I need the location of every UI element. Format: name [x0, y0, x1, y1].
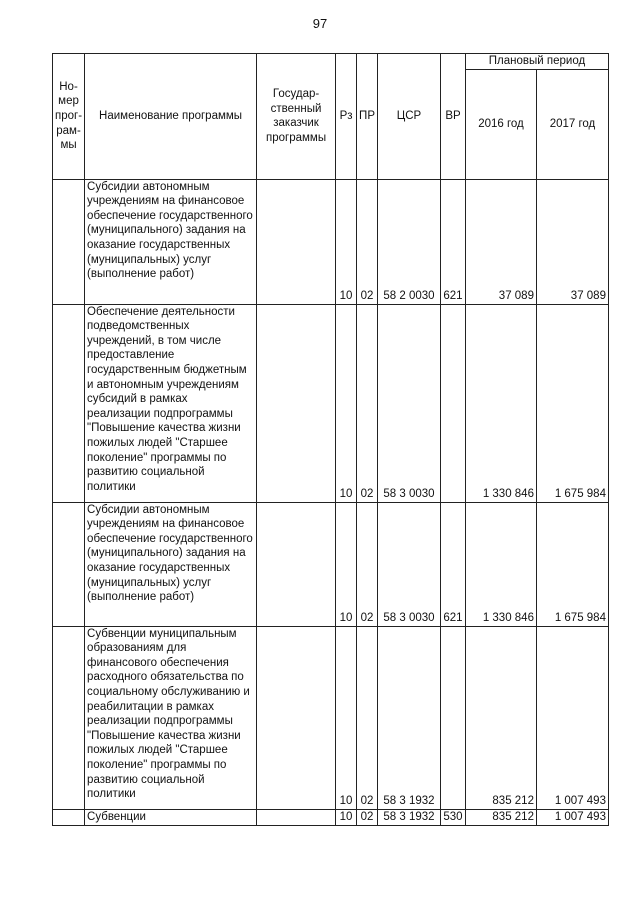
- cell-2016: 37 089: [465, 179, 536, 304]
- header-rz: Рз: [336, 54, 357, 180]
- cell-rz: 10: [336, 502, 357, 626]
- cell-csr: 58 3 0030: [377, 502, 440, 626]
- table-row: [53, 502, 609, 626]
- cell-csr: 58 3 0030: [377, 304, 440, 502]
- cell-pr: 02: [357, 502, 378, 626]
- table-row: [53, 626, 609, 809]
- cell-2017: 1 007 493: [536, 626, 608, 809]
- cell-customer: [257, 809, 336, 825]
- cell-customer: [257, 179, 336, 304]
- cell-2016: 835 212: [465, 809, 536, 825]
- cell-customer: [257, 626, 336, 809]
- cell-csr: 58 3 1932: [377, 809, 440, 825]
- cell-vr: 621: [440, 502, 465, 626]
- cell-rz: 10: [336, 809, 357, 825]
- cell-number: [53, 179, 85, 304]
- cell-number: [53, 626, 85, 809]
- cell-number: [53, 304, 85, 502]
- cell-pr: 02: [357, 179, 378, 304]
- header-planned-period: Плановый период: [465, 54, 608, 70]
- table-body: [53, 179, 609, 825]
- cell-program-name: Субвенции муниципальным образованиям для финансового обеспечения расходного обязательства по социальному обслуживанию и реабилитации в рамках реализации подпрограммы "Повышение качества жизни пожилых людей "Старшее поколение" программы по развитию социальной политики: [85, 626, 257, 809]
- cell-vr: 530: [440, 809, 465, 825]
- cell-number: [53, 809, 85, 825]
- budget-table: [52, 53, 609, 826]
- cell-pr: 02: [357, 304, 378, 502]
- header-number: Но- мер прог- рам- мы: [53, 54, 85, 180]
- cell-customer: [257, 304, 336, 502]
- cell-program-name: Субвенции: [85, 809, 257, 825]
- table-row: [53, 179, 609, 304]
- cell-program-name: Субсидии автономным учреждениям на финансовое обеспечение государственного (муниципального) задания на оказание государственных (муниципальных) услуг (выполнение работ): [85, 179, 257, 304]
- cell-vr: [440, 626, 465, 809]
- cell-rz: 10: [336, 626, 357, 809]
- header-pr: ПР: [357, 54, 378, 180]
- table-row: [53, 304, 609, 502]
- cell-2017: 1 675 984: [536, 304, 608, 502]
- cell-2017: 1 007 493: [536, 809, 608, 825]
- cell-program-name: Обеспечение деятельности подведомственных учреждений, в том числе предоставление государственным бюджетным и автономным учреждениям субсидий в рамках реализации подпрограммы "Повышение качества жизни пожилых людей "Старшее поколение" программы по развитию социальной политики: [85, 304, 257, 502]
- cell-2016: 1 330 846: [465, 502, 536, 626]
- cell-vr: [440, 304, 465, 502]
- page-number: 97: [312, 16, 328, 31]
- cell-csr: 58 2 0030: [377, 179, 440, 304]
- cell-rz: 10: [336, 179, 357, 304]
- cell-2016: 835 212: [465, 626, 536, 809]
- cell-2016: 1 330 846: [465, 304, 536, 502]
- cell-rz: 10: [336, 304, 357, 502]
- cell-number: [53, 502, 85, 626]
- cell-2017: 1 675 984: [536, 502, 608, 626]
- cell-program-name: Субсидии автономным учреждениям на финансовое обеспечение государственного (муниципального) задания на оказание государственных (муниципальных) услуг (выполнение работ): [85, 502, 257, 626]
- header-program-name: Наименование программы: [85, 54, 257, 180]
- header-vr: ВР: [440, 54, 465, 180]
- header-year-2017: 2017 год: [536, 69, 608, 179]
- cell-customer: [257, 502, 336, 626]
- cell-csr: 58 3 1932: [377, 626, 440, 809]
- header-year-2016: 2016 год: [465, 69, 536, 179]
- header-csr: ЦСР: [377, 54, 440, 180]
- cell-2017: 37 089: [536, 179, 608, 304]
- header-customer: Государ- ственный заказчик программы: [257, 54, 336, 180]
- cell-vr: 621: [440, 179, 465, 304]
- table-row: [53, 809, 609, 825]
- cell-pr: 02: [357, 809, 378, 825]
- cell-pr: 02: [357, 626, 378, 809]
